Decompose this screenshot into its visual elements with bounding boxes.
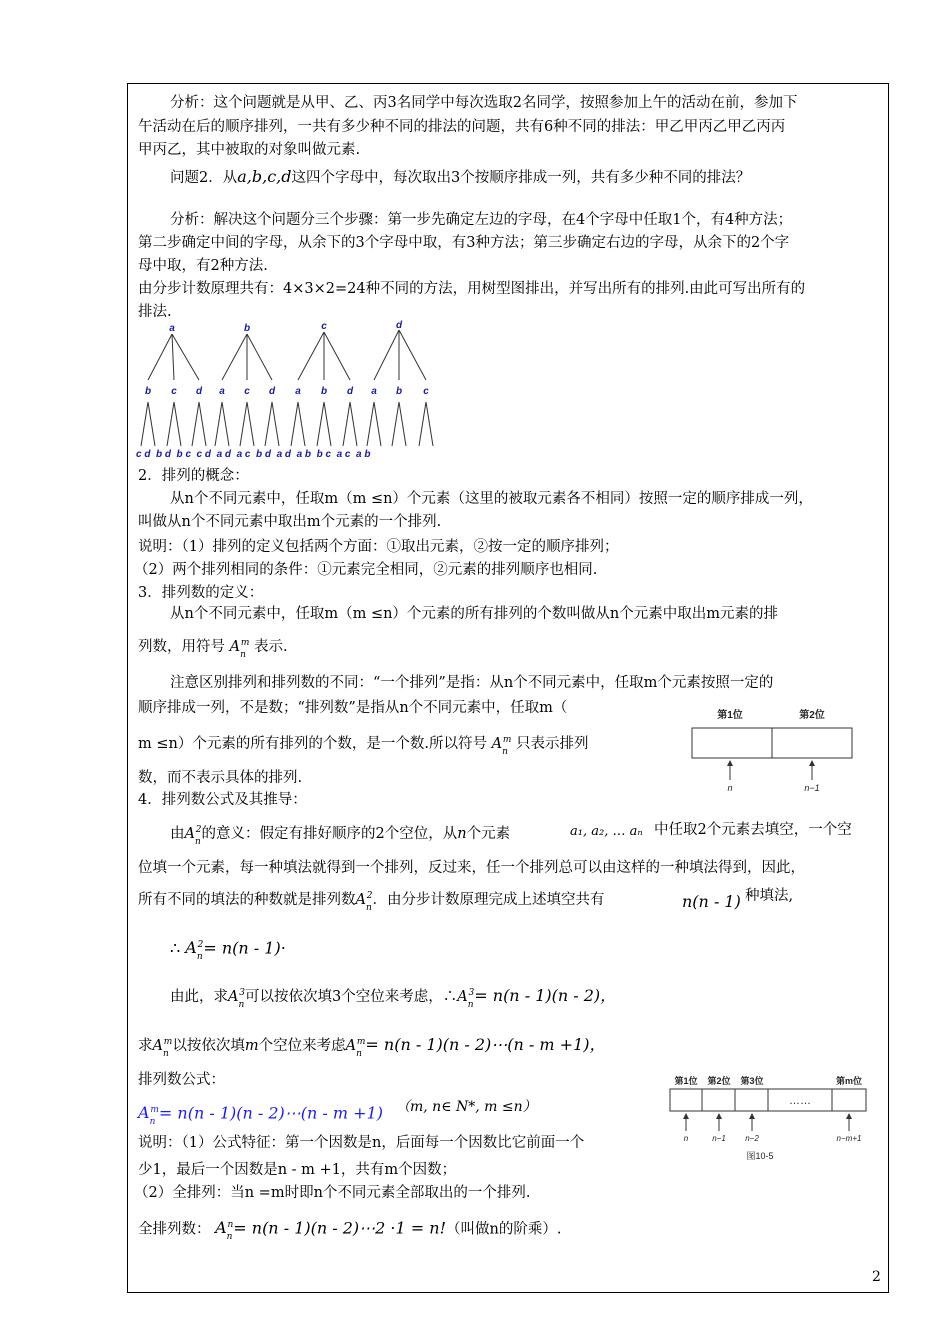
heading-2: 2．排列的概念： [138,468,249,484]
elements-list: a₁, a₂, … aₙ [570,824,643,839]
tree-edge [215,402,222,446]
slot-arrow-label: n [683,1134,689,1143]
tree-node: b [144,386,152,397]
tree-root: a [169,323,175,334]
question-2: 问题2．从a,b,c,d这四个字母中，每次取出3个按顺序排成一列，共有多少种不同的排法？ [170,167,751,186]
tree-edge [291,402,298,446]
page-number: 2 [872,1269,881,1285]
expr-n-n1: n(n - 1) [682,892,741,911]
tree-edge [167,402,174,446]
tree-edge [324,402,331,446]
slot-arrow-label: n−1 [712,1134,726,1143]
slot-arrow-label: n [727,783,733,793]
tree-edge [298,402,305,446]
para-analysis-2a: 分析：解决这个问题分三个步骤：第一步先确定左边的字母，在4个字母中任取1个，有4种方法； [170,212,793,228]
tree-edge [374,402,381,446]
definition-1b: 叫做从n个不同元素中取出m个元素的一个排列. [138,514,442,530]
diff-2: 顺序排成一列，不是数；“排列数”是指从n个不同元素中，任取m（ [138,700,568,716]
formula-derivation-1: 由$A_n^2$的意义：假定有排好顺序的2个空位，从n个元素 [170,825,511,847]
tree-root: b [243,323,251,334]
diff-1: 注意区别排列和排列数的不同：“一个排列”是指：从n个不同元素中，任取m个元素按照一定的 [170,675,774,691]
tree-node: a [219,386,225,397]
tree-edge [272,402,279,446]
tree-node: a [371,386,377,397]
formula-derivation-1-end: 中任取2个元素去填空，一个空 [654,822,852,838]
tree-node: b [320,386,328,397]
slot-dots: …… [789,1095,811,1107]
tree-edge [350,402,357,446]
slot-arrow-label: n−1 [804,783,820,793]
tree-edge [419,402,426,446]
diff-4: 数，而不表示具体的排列. [138,770,303,786]
formula-derivation-2: 位填一个元素，每一种填法就得到一个排列，反过来，任一个排列总可以由这样的一种填法得到，因此， [138,860,805,876]
tree-root: d [395,320,403,331]
formula-note-3: （2）全排列：当n =m时即n个不同元素全部取出的一个排列. [134,1185,531,1201]
tree-node: d [346,386,354,397]
tree-edge [426,402,433,446]
tree-node: c [171,386,177,397]
para-analysis-1b: 午活动在后的顺序排列，一共有多少种不同的排法的问题，共有6种不同的排法：甲乙甲丙乙甲乙丙丙 [138,119,786,135]
tree-edge [392,402,399,446]
tree-edge [174,402,181,446]
tree-edge [317,402,324,446]
note-1: 说明：（1）排列的定义包括两个方面：①取出元素，②按一定的顺序排列； [138,539,619,555]
slot-label: 第1位 [717,710,743,721]
am-derivation: 求$A_n^m$以按依次填m个空位来考虑$A_n^m= n(n - 1)(n$ - 2)⋯(n - m +1)， [138,1034,606,1059]
formula-note-2: 少1，最后一个因数是n - m +1，共有m个因数； [138,1162,457,1178]
para-count-b: 排法. [138,304,172,320]
tree-edge [247,402,254,446]
tree-node: c [244,386,250,397]
tree-leaves: c d b d b c c d a d a c b d a d a b b c a c a b [136,449,371,460]
para-analysis-2b: 第二步确定中间的字母，从余下的3个字母中取，有3种方法；第三步确定右边的字母，从余下的2个字 [138,235,790,251]
diff-3: m ≤n）个元素的所有排列的个数，是一个数.所以符号 $A_n^m$ 只表示排列 [138,735,589,757]
tree-edge [367,402,374,446]
tree-edge [192,402,199,446]
slot-label: 第2位 [799,710,825,721]
para-analysis-1a: 分析：这个问题就是从甲、乙、丙3名同学中每次选取2名同学，按照参加上午的活动在前，参加下 [170,95,798,111]
slot-label: 第2位 [707,1076,731,1086]
para-analysis-1c: 甲丙乙，其中被取的对象叫做元素. [138,142,361,158]
slot-label: 第1位 [674,1076,698,1086]
full-permutation: 全排列数： $A_n^n= n(n - 1)(n$ - 2)⋯2 ·1 = n!（叫做n的阶乘）. [138,1218,562,1243]
two-slot-diagram [688,706,858,794]
slot-arrow-label: n−2 [745,1134,759,1143]
tree-node: d [268,386,276,397]
tree-edge [240,402,247,446]
tree-node: a [295,386,301,397]
tree-edge [399,402,406,446]
tree-node: c [423,386,429,397]
para-analysis-2c: 母中取，有2种方法. [138,258,268,274]
tree-edge [141,402,148,446]
slot-label: 第3位 [740,1076,764,1086]
heading-4: 4．排列数公式及其推导： [138,792,307,808]
formula-derivation-3: 所有不同的填法的种数就是排列数$A_n^2$．由分步计数原理完成上述填空共有 [138,891,605,913]
para-count-a: 由分步计数原理共有：4×3×2=24种不同的方法，用树型图排出，并写出所有的排列.由此可写出所有的 [138,281,806,297]
note-2: （2）两个排列相同的条件：①元素完全相同，②元素的排列顺序也相同. [134,562,598,578]
tree-diagram [134,318,444,460]
a3-derivation: 由此，求$A_n^3$可以按依次填3个空位来考虑，$\therefore A_n^3= n(n - 1)(n - 2)$， [170,985,617,1010]
tree-edge [148,402,155,446]
tree-edge [199,402,206,446]
slot-arrow-label: n−m+1 [836,1134,862,1143]
a2-formula: ∴ $A_n^2= n(n - 1)\cdot$ [170,938,286,963]
figure-caption: 图10-5 [746,1151,774,1161]
formula-condition: （m, n∈ N*, m ≤n） [396,1099,537,1115]
tree-root: c [321,321,327,332]
m-slot-diagram [668,1073,873,1165]
formula-derivation-3-end: 种填法, [745,888,794,904]
formula-label: 排列数公式： [138,1072,225,1088]
definition-2a: 从n个不同元素中，任取m（m ≤n）个元素的所有排列的个数叫做从n个元素中取出m元素的排 [170,606,779,622]
slot-label: 第m位 [835,1076,863,1086]
tree-edge [265,402,272,446]
definition-1a: 从n个不同元素中，任取m（m ≤n）个元素（这里的被取元素各不相同）按照一定的顺序排成一列， [170,491,813,507]
definition-2b: 列数，用符号 $A_n^m$ 表示. [138,638,288,660]
tree-node: d [195,386,203,397]
tree-edge [343,402,350,446]
permutation-formula: $A_n^m= n(n - 1)(n$ - 2)⋯(n - m +1) [138,1103,384,1128]
tree-node: b [395,386,403,397]
tree-edge [222,402,229,446]
heading-3: 3．排列数的定义： [138,585,264,601]
formula-note-1: 说明：（1）公式特征：第一个因数是n，后面每一个因数比它前面一个 [138,1135,585,1151]
